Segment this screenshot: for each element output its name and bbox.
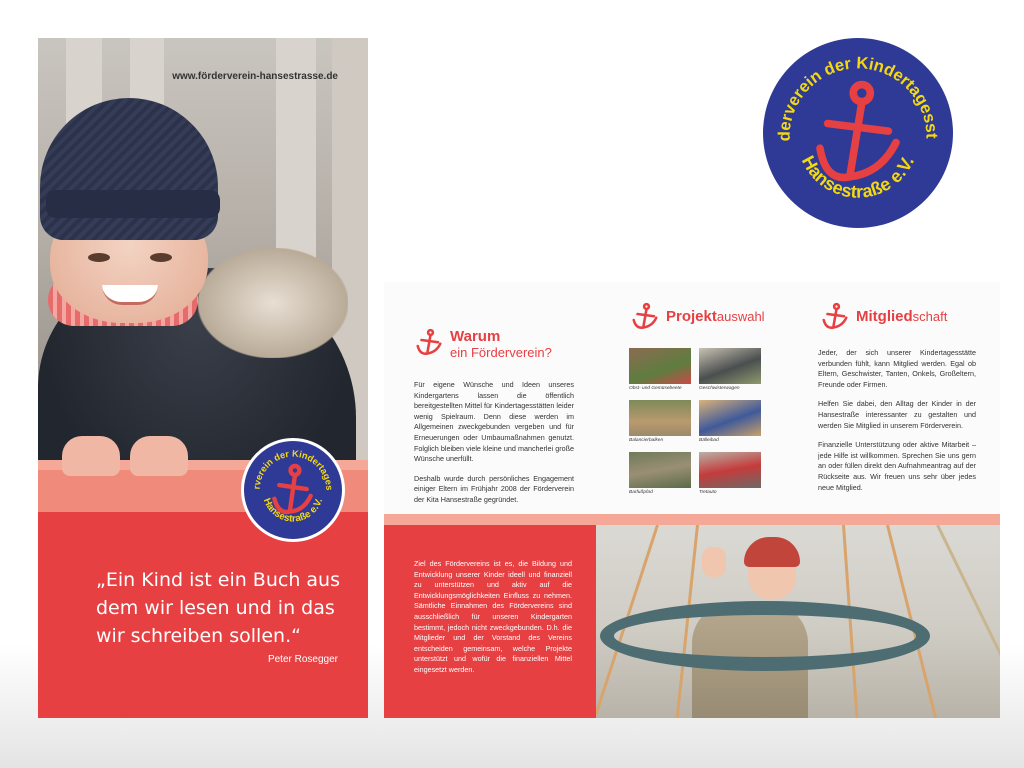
svg-text:Förderverein der Kindertagesst: rverein der Kindertages bbox=[251, 448, 335, 491]
anchor-icon bbox=[274, 466, 310, 512]
cover-seal-logo bbox=[241, 438, 345, 542]
inner-spread-flyer bbox=[384, 282, 1000, 718]
project-thumb: Bälleibad bbox=[699, 400, 761, 443]
anchor-icon bbox=[414, 328, 444, 358]
project-thumb: Barfußpfad bbox=[629, 452, 691, 495]
cover-quote: „Ein Kind ist ein Buch aus dem wir lesen und in das wir schreiben sollen.“ bbox=[96, 569, 340, 647]
mitglied-text: Jeder, der sich unserer Kindertagesstätte verbunden fühlt, kann Mitglied werden. Egal ob Eltern, Geschwister, Tanten, Onkels, Großeltern, Freunde oder Firmen. Helfen Sie dabei, den Alltag der Kinder in der Hansestraße interessanter zu gestalten und werden Sie Mitglied in unserem Förderverein. Finanzielle Unterstützung oder aktive Mitarbeit – jede Hilfe ist willkommen. Sprechen Sie uns gern an oder füllen direkt den Aufnahmeantrag auf der Rückseite aus. Wir freuen uns sehr über jedes neue Mitglied. bbox=[818, 348, 976, 492]
project-thumb: Geschwisterwagen bbox=[699, 348, 761, 391]
quote-author: Peter Rosegger bbox=[267, 654, 338, 665]
anchor-icon bbox=[820, 85, 896, 178]
svg-text:Förderverein der Kindertagesst: derverein der Kindertagesst bbox=[774, 53, 942, 142]
cover-flyer bbox=[38, 38, 368, 718]
club-seal-logo bbox=[763, 38, 953, 228]
ziel-text: Ziel des Fördervereins ist es, die Bildung und Entwicklung unserer Kinder ideell und finanziell zu unterstützen und aktiv auf die Entwicklungsmöglichkeiten Einfluss zu nehmen. Sämtliche Einnahmen des Fördervereins sind ausschließlich für unseren Kindergarten bestimmt, jedoch nicht zweckgebunden. D.h. die Mitglieder und der Vorstand des Vereins entscheiden gemeinsam, welche Projekte unterstützt und wofür die finanziellen Mittel eingesetzt werden. bbox=[414, 559, 572, 674]
mitglied-title: Mitgliedschaft bbox=[820, 302, 947, 332]
svg-text:Hansestraße e.V.: Hansestraße e.V. bbox=[260, 496, 326, 525]
projekt-title: Projektauswahl bbox=[630, 302, 765, 332]
ziel-panel bbox=[384, 525, 596, 718]
website-url: www.förderverein-hansestrasse.de bbox=[172, 71, 338, 82]
project-thumb: Balancierbalken bbox=[629, 400, 691, 443]
project-thumb: Tretauto bbox=[699, 452, 761, 495]
warum-title: Warum ein Förderverein? bbox=[414, 328, 552, 360]
warum-text: Für eigene Wünsche und Ideen unseres Kindergartens lassen die öffentlich bereitgestellten Mittel für Kindertagesstätten leider wenig Spielraum. Denn diese werden im Allgemeinen zweckgebunden vergeben und für Erneuerungen oder Umbaumaßnahmen genutzt. Folglich bleiben viele kleine und mancherlei große Wünsche unerfüllt. Deshalb wurde durch persönliches Engagement einiger Eltern im Frühjahr 2008 der Förderverein der Kita Hansestraße gegründet. bbox=[414, 380, 574, 504]
anchor-icon bbox=[630, 302, 660, 332]
playground-photo bbox=[596, 525, 1000, 718]
salmon-divider bbox=[384, 514, 1000, 525]
svg-text:Hansestraße e.V.: Hansestraße e.V. bbox=[797, 152, 918, 202]
project-thumb: Obst- und Gemüsebeete bbox=[629, 348, 691, 391]
anchor-icon bbox=[820, 302, 850, 332]
